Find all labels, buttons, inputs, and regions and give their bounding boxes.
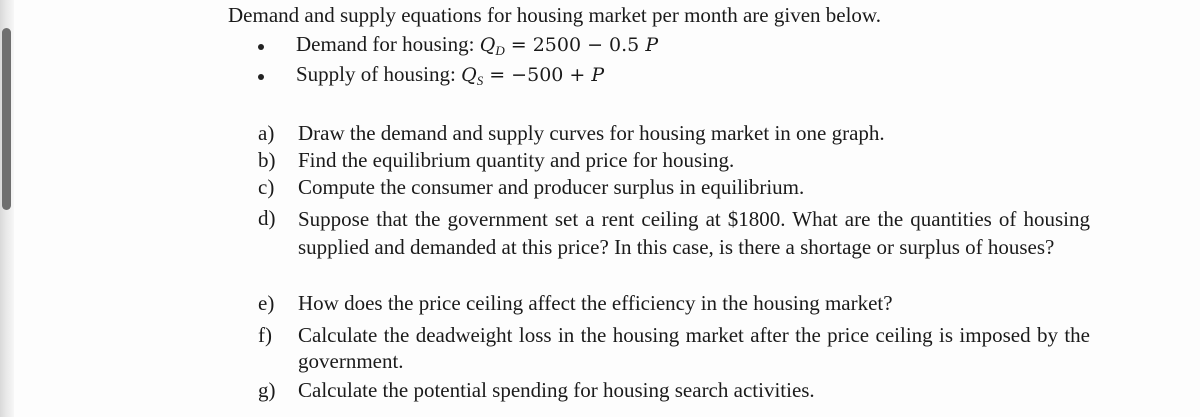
question-text: How does the price ceiling affect the efficiency in the housing market? [298,291,893,315]
supply-rhs: = −500 + [483,64,592,86]
question-label: g) [258,378,276,402]
question-label: f) [258,323,272,347]
supply-p-var: P [591,64,605,86]
bullet-supply [258,61,958,87]
demand-q-var: Q [479,34,496,56]
demand-q-sub: D [495,43,505,58]
bullet-dot-icon [258,74,264,80]
question-text: Calculate the potential spending for housing search activities. [298,378,815,402]
demand-rhs: = 2500 − 0.5 [504,34,646,56]
question-text: Find the equilibrium quantity and price for housing. [298,148,735,172]
question-label: b) [258,148,276,172]
bullet-demand [258,31,958,57]
supply-equation [296,61,604,94]
supply-q-sub: S [476,73,484,88]
demand-p-var: P [645,34,659,56]
question-text: Calculate the deadweight loss in the housing market after the price ceiling is imposed by the government. [298,323,1090,373]
question-text: Compute the consumer and producer surplus in equilibrium. [298,175,805,199]
bullet-dot-icon [258,44,264,50]
question-label: a) [258,121,275,145]
question-text: Suppose that the government set a rent ceiling at $1800. What are the quantities of housing supplied and demanded at this price? In this case, is there a shortage or surplus of houses? [298,207,1090,259]
question-label: c) [258,175,275,199]
supply-label: Supply of housing: [296,62,462,86]
question-text: Draw the demand and supply curves for housing market in one graph. [298,121,885,145]
intro-text: Demand and supply equations for housing market per month are given below. [228,3,881,27]
question-label: d) [258,206,276,230]
supply-q-var: Q [461,64,477,86]
question-label: e) [258,291,275,315]
demand-equation [296,31,658,64]
demand-label: Demand for housing: [296,32,480,56]
